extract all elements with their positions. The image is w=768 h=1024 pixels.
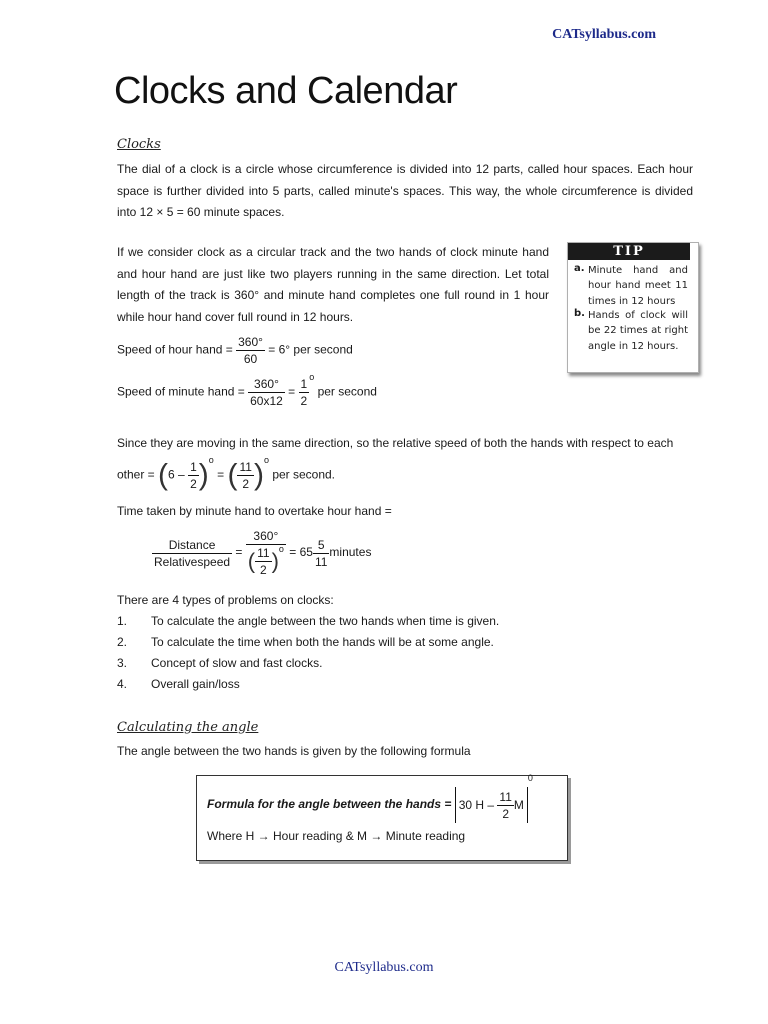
time-taken-label: Time taken by minute hand to overtake hour hand =	[117, 504, 392, 518]
minute-speed-label: Speed of minute hand =	[117, 384, 245, 399]
formula-where-note: Where H → Hour reading & M → Minute reading	[207, 829, 466, 843]
absolute-value-bars	[455, 787, 528, 823]
close-paren-icon: )	[271, 548, 279, 574]
page-title: Clocks and Calendar	[114, 70, 458, 112]
problem-type-text: Overall gain/loss	[151, 677, 240, 691]
tip-box	[567, 242, 699, 373]
formula-eleven-half-fraction	[497, 789, 513, 822]
footer-site-link[interactable]: CATsyllabus.com	[334, 960, 434, 975]
hour-hand-speed	[117, 334, 353, 367]
inner-degree: o	[278, 544, 284, 554]
mixed-fraction	[313, 537, 329, 570]
formula-numerator: 11	[499, 790, 512, 805]
relative-degree-b: o	[263, 455, 269, 465]
close-paren-icon: )	[253, 458, 264, 492]
tip-marker: a.	[574, 263, 585, 274]
distance-numerator: Distance	[152, 537, 232, 554]
relative-six: 6 –	[168, 467, 185, 482]
relative-eleven-half-fraction	[237, 459, 253, 492]
minute-speed-suffix: per second	[317, 384, 377, 399]
open-paren-icon: (	[158, 458, 169, 492]
relative-half-numerator: 1	[190, 460, 197, 474]
problem-type-number: 3.	[117, 656, 128, 670]
hour-speed-fraction	[236, 334, 265, 367]
angle-formula-label: Formula for the angle between the hands =	[207, 797, 452, 812]
hour-speed-numerator: 360°	[238, 335, 263, 349]
minute-speed-half-fraction	[299, 376, 310, 409]
time-result: = 65	[289, 545, 313, 560]
minute-speed-half-numerator: 1	[300, 377, 308, 391]
clocks-heading: Clocks	[117, 137, 161, 152]
relative-half-denominator: 2	[190, 477, 197, 491]
inner-eleven-half-fraction	[255, 545, 271, 578]
formula-denominator: 2	[502, 807, 509, 822]
angle-formula-box	[196, 775, 568, 861]
clock-track-paragraph: If we consider clock as a circular track and the two hands of clock minute hand and hour hand are just like two players running in the same direction. Let total length of the track is 360° and minute hand completes one full round in 1 hour while hour hand cover full round in 12 hours.	[117, 245, 549, 324]
problem-types-intro: There are 4 types of problems on clocks:	[117, 593, 334, 607]
inner-two-denominator: 2	[259, 563, 267, 577]
speed-denominator	[246, 545, 286, 578]
relative-eleven-denominator: 2	[242, 477, 250, 491]
clocks-intro-paragraph: The dial of a clock is a circle whose circumference is divided into 12 parts, called hour spaces. Each hour space is further divided into 5 parts, called minute's spaces. This way, the whole circumference is divided into 12 × 5 = 60 minute spaces.	[117, 162, 693, 219]
relative-equals: =	[217, 467, 225, 482]
angle-heading: Calculating the angle	[117, 720, 259, 735]
problem-type-number: 1.	[117, 614, 128, 628]
degrees-numerator: 360°	[246, 528, 286, 545]
minute-speed-denominator: 60x12	[250, 394, 283, 408]
relative-speed-paragraph: Since they are moving in the same direction, so the relative speed of both the hands with respect to each	[117, 436, 674, 450]
relative-suffix: per second.	[272, 467, 336, 482]
minute-speed-equals: =	[288, 384, 296, 399]
tip-marker: b.	[574, 308, 585, 319]
problem-type-number: 4.	[117, 677, 128, 691]
tip-item: Minute hand and hour hand meet 11 times in 12 hours	[588, 265, 688, 307]
hour-speed-denominator: 60	[243, 352, 258, 366]
minute-hand-speed	[117, 372, 377, 409]
formula-exponent: 0	[527, 773, 533, 783]
relative-degree-a: o	[208, 455, 214, 465]
inner-eleven-numerator: 11	[257, 546, 270, 560]
time-equals: =	[235, 545, 243, 560]
angle-intro: The angle between the two hands is given by the following formula	[117, 744, 471, 758]
relative-speed-expression	[117, 455, 336, 492]
angle-formula	[207, 773, 533, 823]
distance-over-speed-fraction	[152, 537, 232, 570]
close-paren-icon: )	[198, 458, 209, 492]
minute-speed-degree: o	[309, 372, 315, 382]
minute-speed-numerator: 360°	[248, 376, 285, 393]
problem-type-text: To calculate the time when both the hands will be at some angle.	[151, 635, 494, 649]
relative-prefix: other =	[117, 467, 155, 482]
problem-type-number: 2.	[117, 635, 128, 649]
open-paren-icon: (	[227, 458, 238, 492]
tip-heading: TIP	[568, 243, 690, 260]
open-paren-icon: (	[247, 548, 256, 574]
hour-speed-label: Speed of hour hand =	[117, 342, 233, 357]
mixed-numerator: 5	[313, 537, 329, 554]
formula-m: M	[513, 798, 524, 812]
time-taken-expression	[152, 528, 371, 578]
problem-type-text: Concept of slow and fast clocks.	[151, 656, 323, 670]
problem-type-text: To calculate the angle between the two hands when time is given.	[151, 614, 500, 628]
relative-eleven-numerator: 11	[239, 460, 252, 474]
mixed-denominator: 11	[314, 554, 328, 569]
formula-thirty-h: 30 H –	[458, 798, 495, 812]
degrees-over-speed-fraction	[246, 528, 286, 578]
header-site-link[interactable]: CATsyllabus.com	[552, 27, 656, 42]
hour-speed-result: = 6° per second	[268, 342, 353, 357]
relative-half-fraction	[188, 459, 199, 492]
time-unit: minutes	[329, 545, 372, 560]
minute-speed-fraction	[248, 376, 285, 409]
minute-speed-half-denominator: 2	[300, 394, 308, 408]
relative-speed-denominator: Relativespeed	[154, 554, 231, 569]
tip-item: Hands of clock will be 22 times at right angle in 12 hours.	[588, 310, 688, 352]
